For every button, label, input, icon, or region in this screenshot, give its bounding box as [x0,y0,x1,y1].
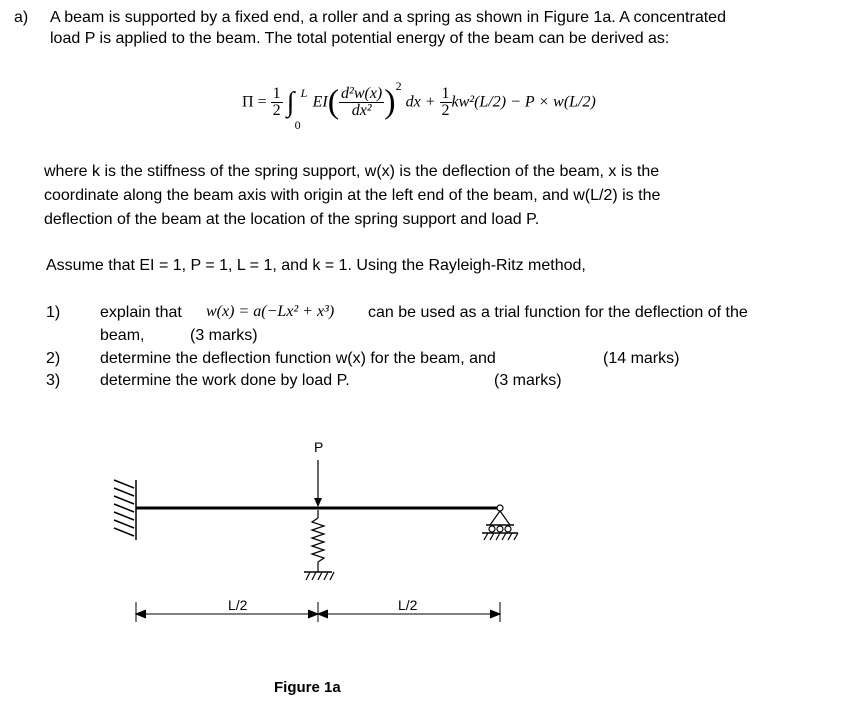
power-exponent: 2 [395,79,402,93]
ei-term: EI [312,93,328,111]
intro-line-1: A beam is supported by a fixed end, a roller and a spring as shown in Figure 1a. A concentrated [50,9,726,26]
task-1-line-2: beam, [100,327,145,344]
trial-function-formula: w(x) = a(−Lx² + x³) [206,303,335,320]
load-label: P [314,439,324,455]
beam-figure [100,430,540,700]
load-arrow [314,460,322,507]
where-line-3: deflection of the beam at the location of the spring support and load P. [44,211,540,228]
task-3-text: determine the work done by load P. [100,372,350,389]
task-2-text: determine the deflection function w(x) for the beam, and [100,350,496,367]
task-1-text-a: explain that [100,304,182,321]
task-1-marks: (3 marks) [190,327,258,344]
spring-support [304,510,334,580]
where-line-1: where k is the stiffness of the spring support, w(x) is the deflection of the beam, x is the [44,163,660,180]
task-2-number: 2) [46,350,61,367]
derivative-fraction: $\frac{\text{d²w(x)}}{\text{dx²}}$ [341,85,383,120]
pi-symbol: Π [242,93,254,111]
fixed-support [114,480,136,540]
energy-equation [242,79,596,132]
question-label: a) [14,9,29,26]
right-paren: ) [384,83,396,121]
task-3-marks: (3 marks) [494,372,562,389]
task-1-number: 1) [46,304,61,321]
dim-left-label: L/2 [228,597,248,613]
integral-sign: ∫ L 0 [286,85,308,132]
roller-support [482,505,518,540]
dx-term: dx + [405,93,436,111]
half-fraction-2: $\frac{1}{2}$ [441,85,450,120]
task-2-marks: (14 marks) [603,350,680,367]
half-fraction: $\frac{1}{2}$ [272,85,281,120]
intro-line-2: load P is applied to the beam. The total potential energy of the beam can be derived as: [50,30,670,47]
assumption-text: Assume that EI = 1, P = 1, L = 1, and k = 1. Using the Rayleigh-Ritz method, [46,257,586,274]
dimension-lines [136,602,500,622]
where-line-2: coordinate along the beam axis with origin at the left end of the beam, and w(L/2) is the [44,187,661,204]
figure-caption: Figure 1a [274,679,341,696]
task-1-text-b: can be used as a trial function for the deflection of the [368,304,748,321]
equals-sign: = [257,93,267,111]
task-3-number: 3) [46,372,61,389]
equation-tail: kw²(L/2) − P × w(L/2) [451,93,596,111]
left-paren: ( [327,83,340,121]
dim-right-label: L/2 [398,597,418,613]
